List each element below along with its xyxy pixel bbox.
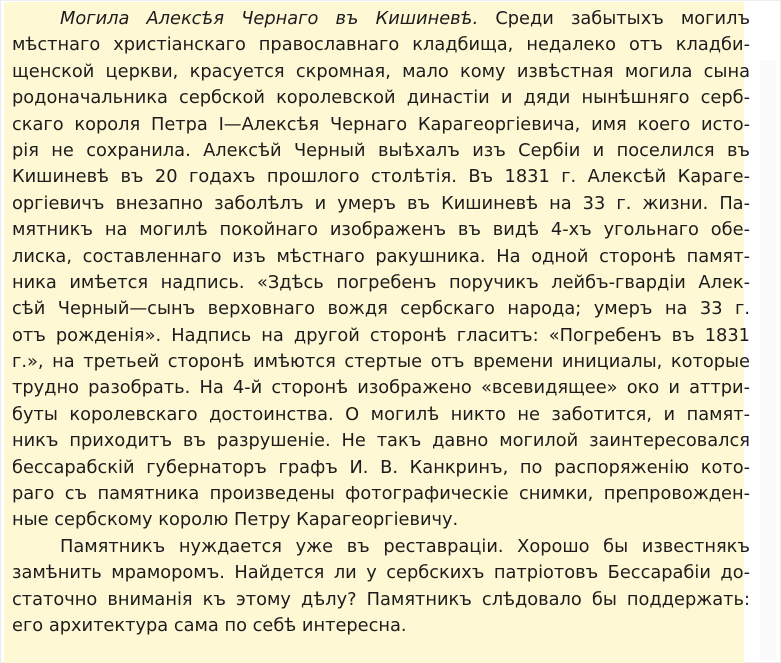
text-line: родоначальника сербской королевской династіи и дяди нынѣшняго серб-	[12, 87, 750, 109]
text-line: раго съ памятника произведены фотографическіе снимки, препровожден-	[12, 483, 750, 505]
text-line: бессарабскій губернаторъ графъ И. В. Канкринъ, по распоряженію кото-	[12, 456, 750, 478]
text-line: оргіевичъ внезапно заболѣлъ и умеръ въ Кишиневѣ на 33 г. жизни. Па-	[12, 192, 750, 214]
text-line: буты королевскаго достоинства. О могилѣ никто не заботится, и памят-	[12, 403, 750, 425]
article-text	[12, 6, 750, 639]
text-line: щенской церкви, красуется скромная, мало кому извѣстная могила сына	[12, 60, 750, 82]
text-line: Памятникъ нуждается уже въ реставраціи. Хорошо бы известнякъ	[60, 535, 750, 557]
text-line: мѣстнаго христіанскаго православнаго кладбища, недалеко отъ кладби-	[12, 34, 750, 56]
article-title: Могила Алексѣя Чернаго въ Кишиневѣ.	[60, 8, 479, 29]
text-line: лиска, составленнаго изъ мѣстнаго ракушника. На одной сторонѣ памят-	[12, 245, 750, 267]
text-line: Кишиневѣ въ 20 годахъ прошлого столѣтія. Въ 1831 г. Алексѣй Караге-	[12, 166, 750, 188]
right-margin-strip	[760, 60, 776, 660]
text-line: мятникъ на могилѣ покойнаго изображенъ въ видѣ 4-хъ угольнаго обе-	[12, 219, 750, 241]
text-line: отъ рожденія». Надпись на другой сторонѣ гласитъ: «Погребенъ въ 1831	[12, 324, 750, 346]
text-line-1: Могила Алексѣя Чернаго въ Кишиневѣ. Среди забытыхъ могилъ	[60, 8, 750, 29]
text-line: замѣнить мраморомъ. Найдется ли у сербскихъ патріотовъ Бессарабіи до-	[12, 562, 750, 584]
text-line: статочно вниманія къ этому дѣлу? Памятникъ слѣдовало бы поддержать:	[12, 588, 750, 610]
text-line: сѣй Черный—сынъ верховнаго вождя сербскаго народа; умеръ на 33 г.	[12, 298, 750, 320]
text-line: ные сербскому королю Петру Карагеоргіевичу.	[12, 509, 459, 531]
text-line: трудно разобрать. На 4-й сторонѣ изображено «всевидящее» око и аттри-	[12, 377, 750, 399]
text-line: рія не сохранила. Алексѣй Черный выѣхалъ изъ Сербіи и поселился въ	[12, 139, 750, 161]
text-line: его архитектура сама по себѣ интересна.	[12, 614, 407, 636]
text-line: скаго короля Петра I—Алексѣя Чернаго Карагеоргіевича, имя коего исто-	[12, 113, 750, 135]
text-line: г.», на третьей сторонѣ имѣются стертые отъ времени инициалы, которые	[12, 351, 750, 373]
text-line: никъ приходитъ въ разрушеніе. Не такъ давно могилой заинтересовался	[12, 430, 750, 452]
text-line: ника имѣется надпись. «Здѣсь погребенъ поручикъ лейбъ-гвардіи Алек-	[12, 271, 750, 293]
